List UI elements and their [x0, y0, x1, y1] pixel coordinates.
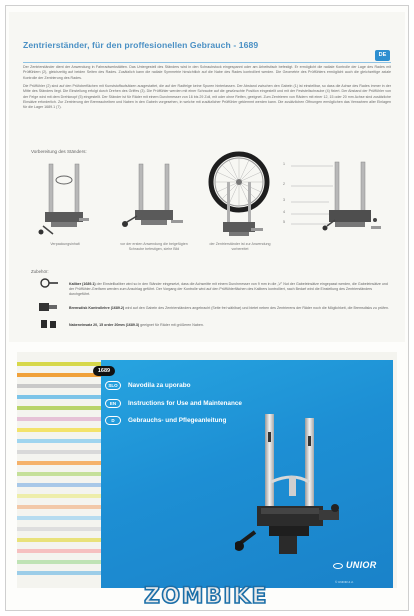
- accessory-hub-insert: [69, 323, 391, 328]
- language-code: EN: [105, 399, 121, 408]
- color-stripe: [17, 560, 101, 564]
- color-stripe: [17, 538, 107, 542]
- page-title: Zentrierständer, für den proffesionellen Gebrauch - 1689: [23, 40, 259, 50]
- brake-disc-gauge-icon: [37, 300, 59, 314]
- part-number: 3: [283, 198, 285, 202]
- language-code: SLO: [105, 381, 121, 390]
- color-stripe: [17, 571, 107, 575]
- color-stripe: [17, 461, 101, 465]
- screw-attach-figure: [119, 162, 189, 240]
- unior-logo: [333, 560, 377, 570]
- color-stripe: [17, 450, 113, 454]
- color-stripe: [17, 406, 107, 410]
- language-badge: DE: [375, 50, 390, 61]
- accessory-name: Bremsdisk Kontrollehre (1689.2): [69, 306, 125, 310]
- color-stripe: [17, 483, 113, 487]
- packaging-contents-figure: [35, 162, 95, 240]
- intro-paragraph: Der Zentrierständer dient der Anwendung in Fahrradwerkstätten. Das Untergestell des Ständers wird in den Schraubstock eingespannt oder am Arbeitstisch befestigt. Er ermöglicht die radiale Kontrolle der Lage des Rades mit Prüffühlern (2), gleichzeitig auf beiden Seiten des Rades. Zusätzlich kann die radiale Symmetrie hinsichtlich auf die Nabe des Rades kontrolliert werden. Die Geometrie des Prüffühlers ermöglicht auch die gleichzeitige axiale Kontrolle der Zentrierung des Rades.: [23, 65, 391, 80]
- zombike-watermark: ZOMBIKE: [143, 584, 269, 609]
- color-stripe: [17, 527, 101, 531]
- accessory-gauge: [69, 282, 391, 297]
- language-code: D: [105, 416, 121, 425]
- language-line-slo: [101, 380, 191, 390]
- language-line-de: [101, 415, 226, 425]
- color-stripe: [17, 439, 107, 443]
- part-number: 5: [283, 220, 285, 224]
- hub-insert-icon: [39, 318, 59, 330]
- accessory-name: Kaliber (1689.1): [69, 282, 96, 286]
- language-title: Navodila za uporabo: [128, 381, 191, 389]
- accessory-text: geeignet für Räder mit größeren Naben.: [139, 323, 204, 327]
- gauge-icon: [37, 276, 59, 290]
- manual-cover: [17, 352, 397, 588]
- manual-page: [9, 12, 405, 342]
- color-stripe: [17, 362, 101, 366]
- preparation-heading: Vorbereitung des Ständers:: [31, 149, 87, 154]
- part-number: 1: [283, 162, 285, 166]
- product-number-pill: 1689: [93, 366, 115, 376]
- unior-mark-icon: [333, 563, 343, 569]
- color-stripe: [17, 516, 113, 520]
- language-title: Instructions for Use and Maintenance: [128, 399, 242, 407]
- color-stripe: [17, 384, 113, 388]
- accessory-name: Nabeneinsatz 20, 15 order 20mm (1689.3): [69, 323, 140, 327]
- description-paragraph: Die Prüffühler (2) sind auf den Prüfoberflächen mit Kunststoffaufsätzen ausgestattet, die auf der Radfelge keine Spuren hinterlassen. Der Abstand zwischen den Gabeln (1) ist einstellbar, so dass die Achse des Rades immer in der Mitte des Ständers liegt. Die Einstellung erfolgt durch Drehen des Griffes (3). Die Prüffühler werden mit einer Schraube auf die gewünschte Position eingestellt und mit der Feststellschraube (4) fixiert. Der Abstand der Prüffühler von der Felge wird mit dem Drehknopf (5) eingestellt. Der Ständer ist für Räder mit einem Durchmesser von 16 bis 29 Zoll, mit oder ohne Reifen, geeignet. Zum Zentrieren von Rädern mit einer 12, 15 oder 20 mm Achse sind zusätzliche Einsätze erforderlich. Zur Zentrierung der Bremsscheiben und Naben in den Gabeln vorgesehen, in welche mit zusätzlicher Prüffühler geklemmt werden kann. Die zusätzlichen Öffnungen ermöglichen das Verwahren aller Einlagen für die Lager 1689.1 (7).: [23, 84, 391, 110]
- labelled-parts-figure: [277, 160, 385, 246]
- cover-copyright: © UNIOR d.d.: [335, 580, 354, 584]
- figure-caption: Verpackungsinhalt: [50, 242, 80, 246]
- accessory-text: der Einstellkaliber wird so in den Ständer eingesetzt, dass die Achsmitte mit einem Durchmesser von 9 mm in die „V" Nut der Gabeleinsätze eingepasst werden, die Gabeleinsätze und der Prüffühler-Greifarm werden zum Anschlag geführt. Der Vorgang der Kontrolle wird auf den Prüffühlerflächen des Kalibers kontrolliert, nach Bedarf wird die Einstellung des Zentrierständers durchgeführt.: [69, 282, 388, 296]
- title-divider: [23, 62, 391, 63]
- truing-stand-illustration: [235, 412, 353, 562]
- accessory-text: wird auf den Gabeln des Zentrierständers angebracht (Seite frei wählbar) und bietet neben des Zentrierens der Räder noch die Möglichkeit, die Bremsdisks zu prüfen.: [124, 306, 390, 310]
- wheel-in-stand-figure: [205, 148, 277, 244]
- part-number: 4: [283, 210, 285, 214]
- brand-name: UNIOR: [346, 560, 377, 570]
- figure-caption: vor der ersten Anwendung die beigefügten Schraube befestigen, siehe Bild: [120, 242, 188, 251]
- color-stripe: [17, 494, 101, 498]
- color-stripe: [17, 395, 101, 399]
- accessory-brake-disc: [69, 306, 391, 311]
- figure-caption: der Zentrierständer ist zur Anwendung vorbereitet: [209, 242, 271, 251]
- color-stripe: [17, 549, 113, 553]
- language-line-en: [101, 398, 242, 408]
- color-stripe: [17, 505, 107, 509]
- part-number: 2: [283, 182, 285, 186]
- language-title: Gebrauchs- und Pflegeanleitung: [128, 416, 227, 424]
- color-stripe: [17, 417, 113, 421]
- color-stripe: [17, 428, 101, 432]
- accessories-heading: Zubehör:: [31, 269, 49, 274]
- color-stripe: [17, 472, 107, 476]
